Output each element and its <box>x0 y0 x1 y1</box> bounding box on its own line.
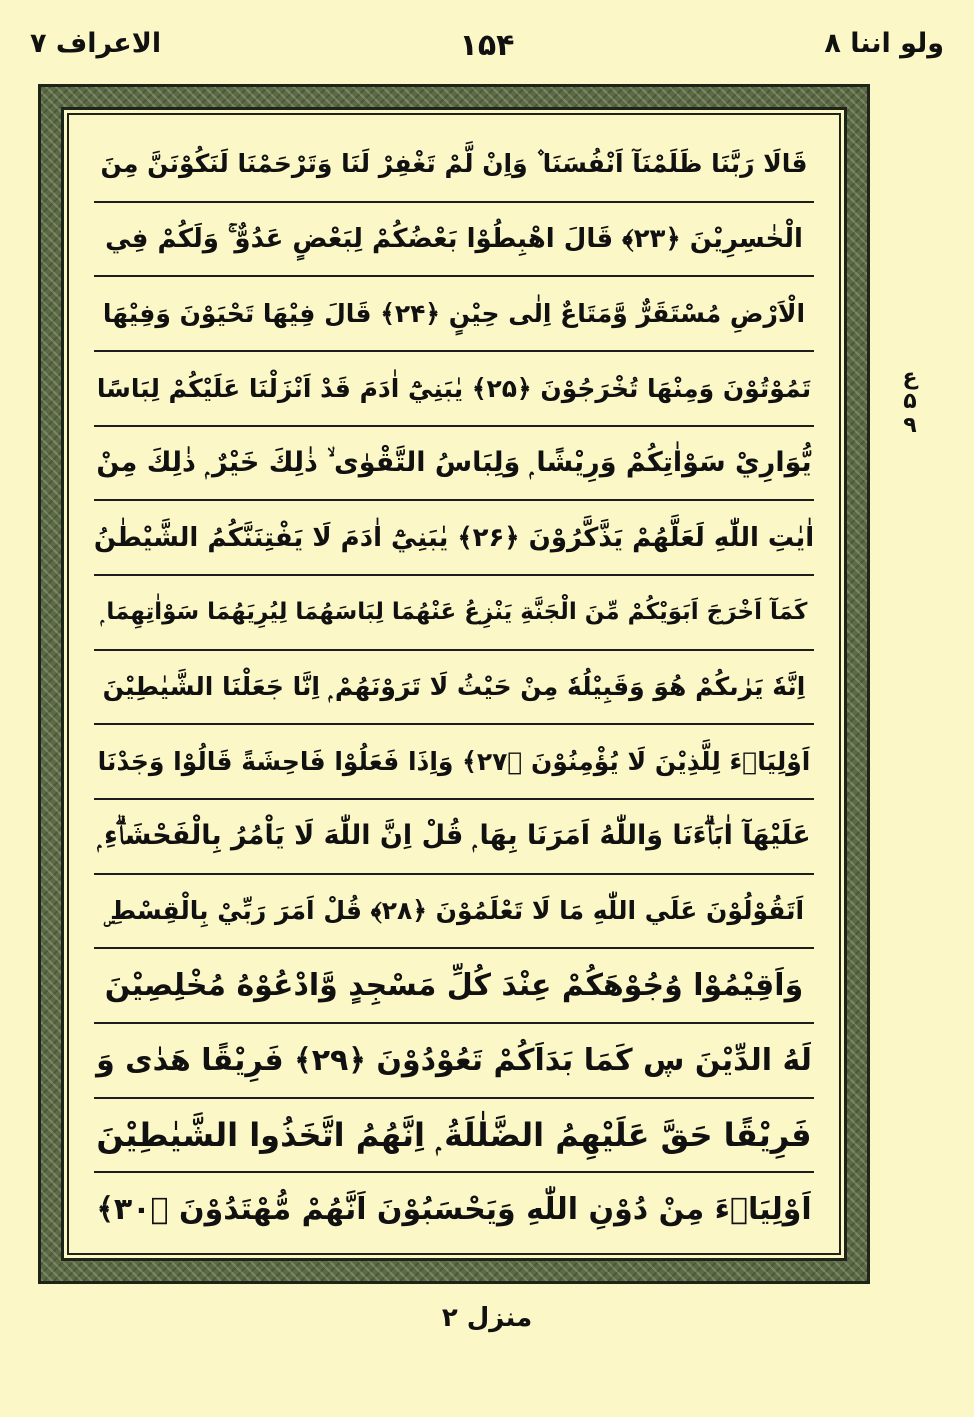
verse-line: اِنَّهٗ يَرٰىكُمْ هُوَ وَقَبِيْلُهٗ مِنْ حَيْثُ لَا تَرَوْنَهُمْ ۭ اِنَّا جَعَلْنَا الشَّيٰطِيْنَ <box>94 651 814 726</box>
decorative-border <box>38 84 870 1284</box>
verse-line: الْاَرْضِ مُسْتَقَرٌّ وَّمَتَاعٌ اِلٰى حِيْنٍ ﴿۲۴﴾ قَالَ فِيْهَا تَحْيَوْنَ وَفِيْهَا <box>94 277 814 352</box>
manzil-label: منزل ۲ <box>441 1303 533 1333</box>
verse-line: لَهُ الدِّيْنَ ڛ كَمَا بَدَاَكُمْ تَعُوْدُوْنَ ﴿۲۹﴾ فَرِيْقًا هَدٰى وَ <box>94 1024 814 1099</box>
page-header <box>30 28 944 78</box>
verse-line: وَاَقِيْمُوْا وُجُوْهَكُمْ عِنْدَ كُلِّ مَسْجِدٍ وَّادْعُوْهُ مُخْلِصِيْنَ <box>94 949 814 1024</box>
verse-lines <box>94 128 814 1246</box>
verse-line: كَمَآ اَخْرَجَ اَبَوَيْكُمْ مِّنَ الْجَنَّةِ يَنْزِعُ عَنْهُمَا لِبَاسَهُمَا لِيُرِيَهُمَا سَوْاٰتِهِمَا ۭ <box>94 576 814 651</box>
verse-line: تَمُوْتُوْنَ وَمِنْهَا تُخْرَجُوْنَ ﴿۲۵﴾ يٰبَنِيْٓ اٰدَمَ قَدْ اَنْزَلْنَا عَلَيْكُمْ لِبَاسًا <box>94 352 814 427</box>
verse-line: قَالَا رَبَّنَا ظَلَمْنَآ اَنْفُسَنَا ۫ وَاِنْ لَّمْ تَغْفِرْ لَنَا وَتَرْحَمْنَا لَنَكُوْنَنَّ مِنَ <box>94 128 814 203</box>
ruku-marker-bottom: ۹ <box>903 413 917 438</box>
verse-line: اٰيٰتِ اللّٰهِ لَعَلَّهُمْ يَذَّكَّرُوْنَ ﴿۲۶﴾ يٰبَنِيْٓ اٰدَمَ لَا يَفْتِنَنَّكُمُ الشَّيْطٰنُ <box>94 501 814 576</box>
ruku-marker-top: ع <box>902 365 918 390</box>
verse-line: يُّوَارِيْ سَوْاٰتِكُمْ وَرِيْشًا ۭ وَلِبَاسُ التَّقْوٰى ۙ ذٰلِكَ خَيْرٌ ۭ ذٰلِكَ مِنْ <box>94 427 814 502</box>
juz-title: ولو اننا ۸ <box>824 28 944 59</box>
ruku-marker <box>880 366 940 438</box>
verse-line: اَتَقُوْلُوْنَ عَلَي اللّٰهِ مَا لَا تَعْلَمُوْنَ ﴿۲۸﴾ قُلْ اَمَرَ رَبِّيْ بِالْقِسْطِ ۣ <box>94 875 814 950</box>
ruku-marker-middle: ۵ <box>903 389 917 414</box>
surah-title: الاعراف ۷ <box>30 28 162 59</box>
verse-line: اَوْلِيَاۗءَ مِنْ دُوْنِ اللّٰهِ وَيَحْسَبُوْنَ اَنَّهُمْ مُّهْتَدُوْنَ ﴿۳۰﴾ <box>96 1192 812 1228</box>
verse-line: الْخٰسِرِيْنَ ﴿۲۳﴾ قَالَ اهْبِطُوْا بَعْضُكُمْ لِبَعْضٍ عَدُوٌّ ۚ وَلَكُمْ فِي <box>94 203 814 278</box>
verse-line: اَوْلِيَاۗءَ لِلَّذِيْنَ لَا يُؤْمِنُوْنَ ﴿۲۷﴾ وَاِذَا فَعَلُوْا فَاحِشَةً قَالُوْا وَجَدْنَا <box>94 725 814 800</box>
text-panel <box>61 107 847 1261</box>
verse-line: فَرِيْقًا حَقَّ عَلَيْهِمُ الضَّلٰلَةُ ۭ اِنَّهُمُ اتَّخَذُوا الشَّيٰطِيْنَ <box>94 1099 814 1174</box>
verse-line: عَلَيْهَآ اٰبَاۗءَنَا وَاللّٰهُ اَمَرَنَا بِهَا ۭ قُلْ اِنَّ اللّٰهَ لَا يَاْمُرُ بِالْفَحْشَاۗءِ ۭ <box>94 800 814 875</box>
page-number: ۱۵۴ <box>459 28 515 63</box>
